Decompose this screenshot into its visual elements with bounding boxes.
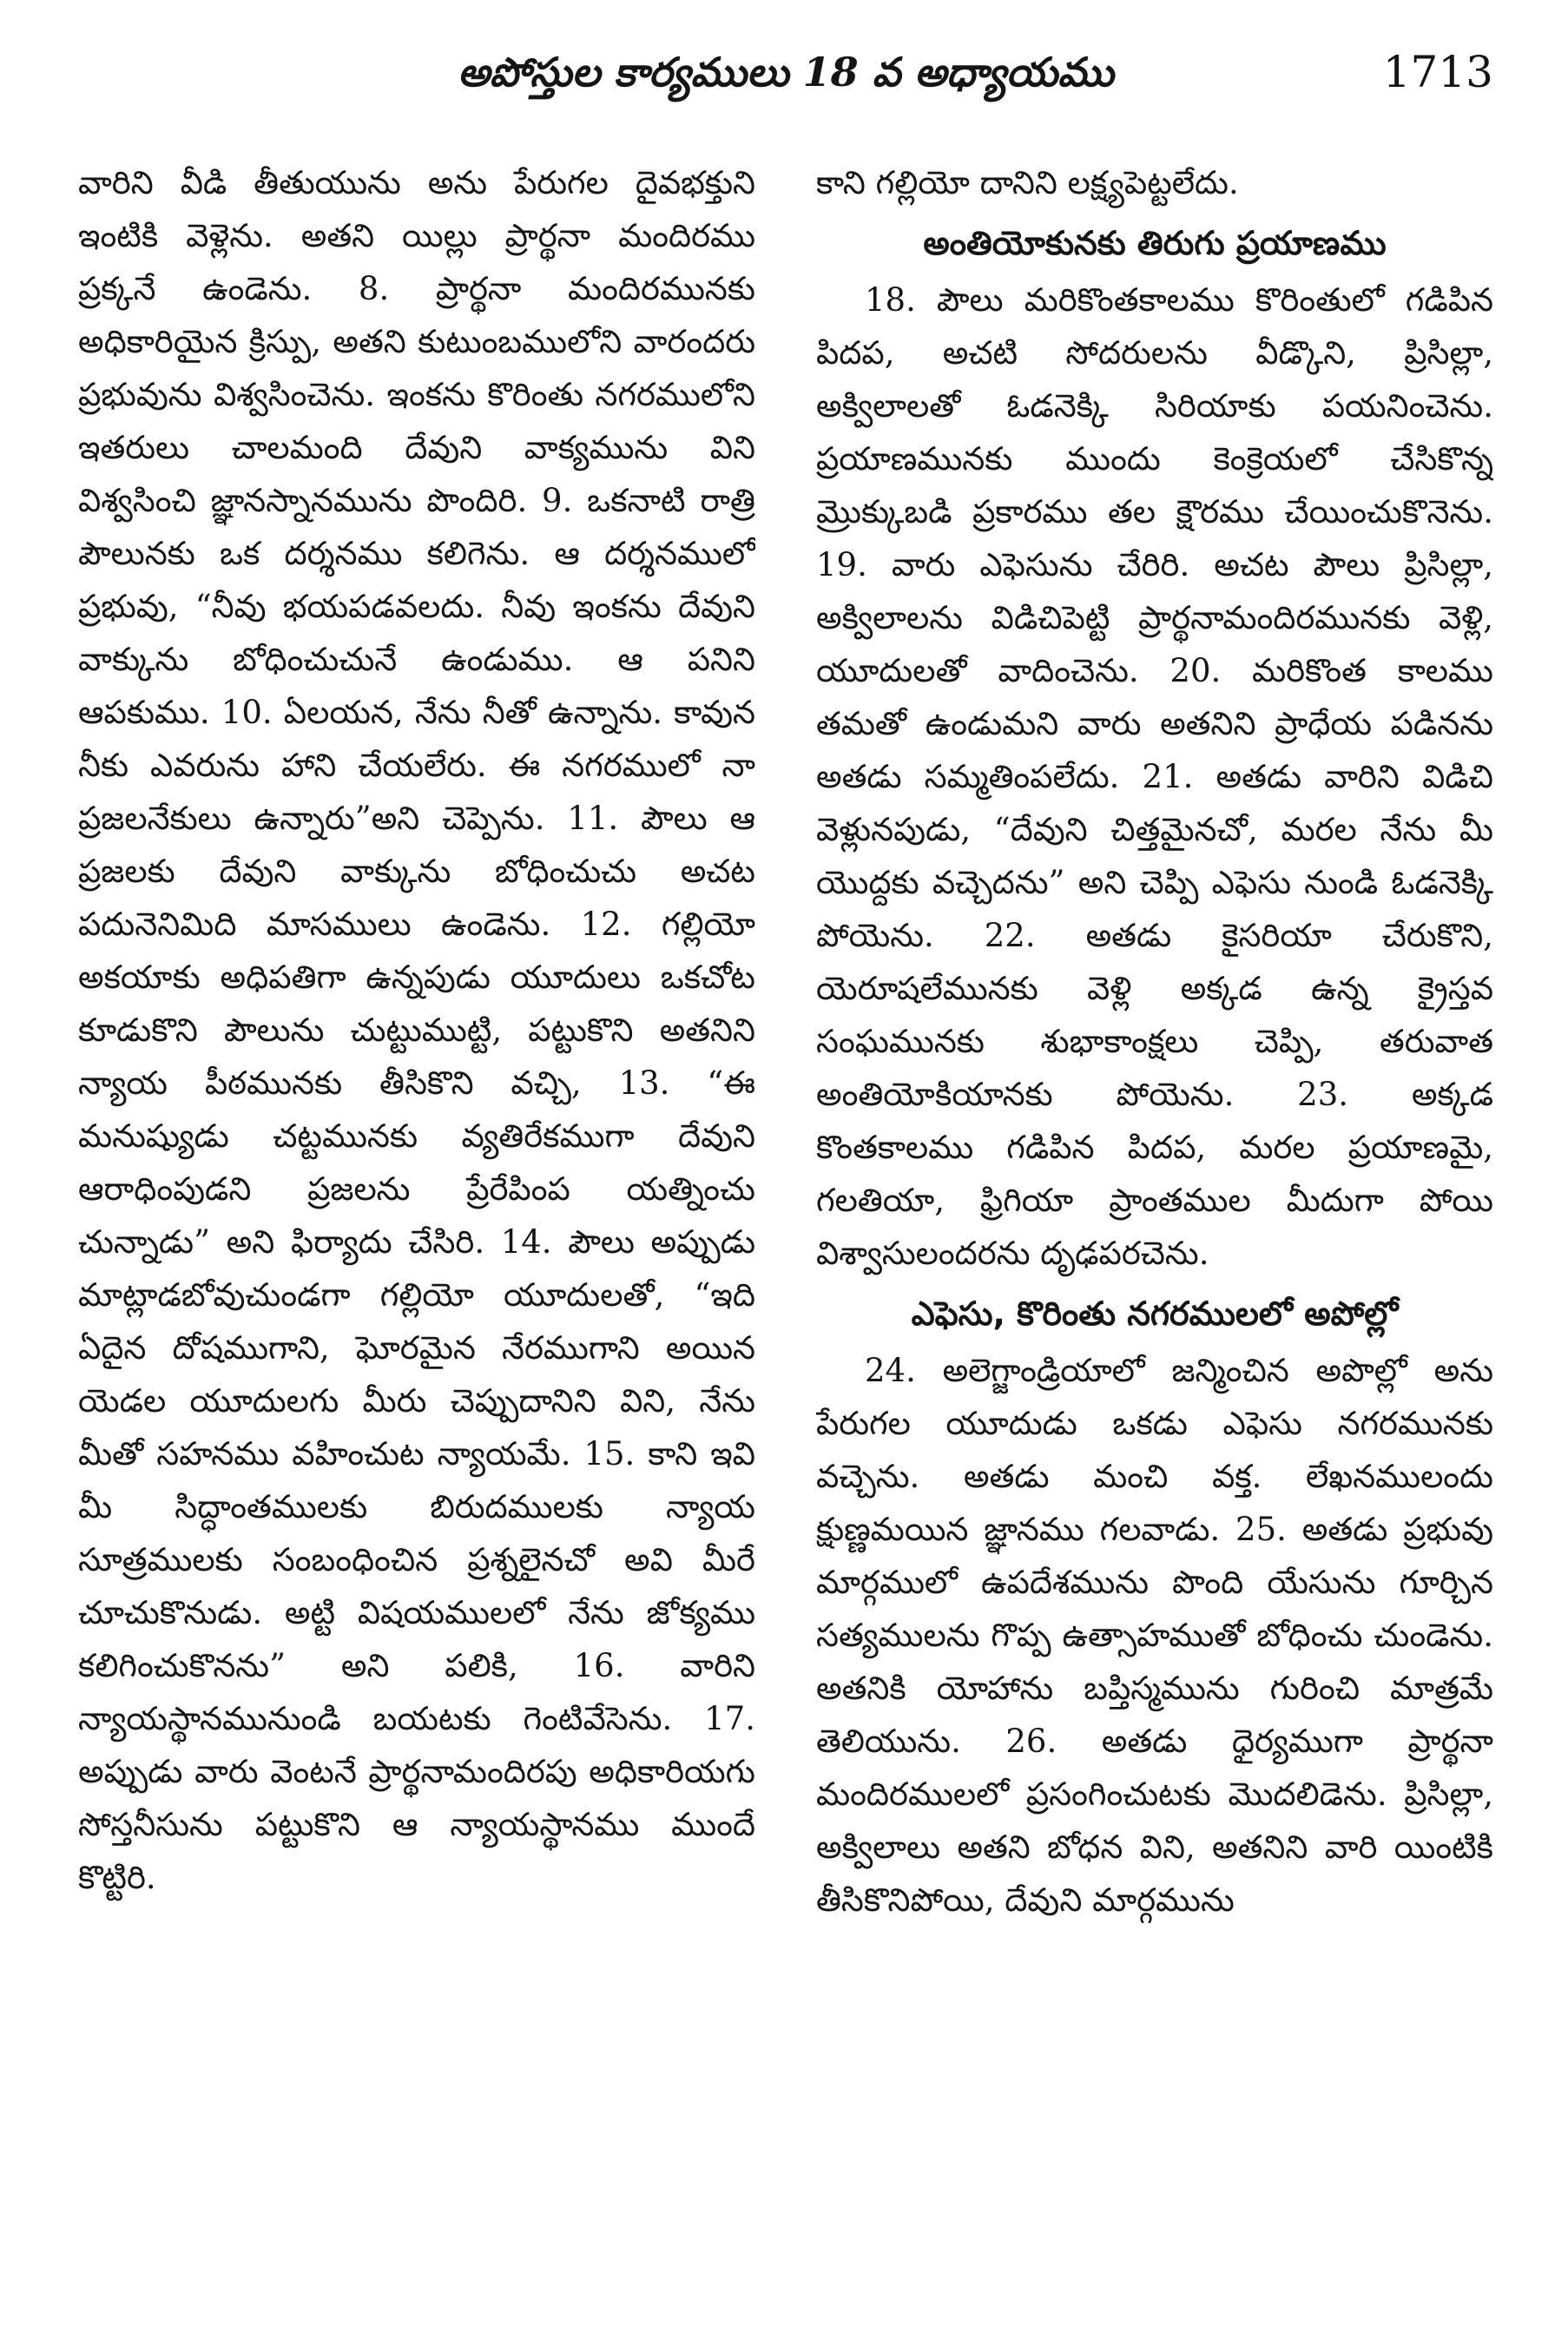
chapter-title: అపోస్తుల కార్యములు 18 వ అధ్యాయము <box>458 49 1114 96</box>
right-text-column <box>816 156 1493 2336</box>
verses-24-to-26: 24. అలెగ్జాండ్రియాలో జన్మించిన అపొల్లో అను పేరుగల యూదుడు ఒకడు ఎఫెసు నగరమునకు వచ్చెను. అతడు మంచి వక్త. లేఖనములందు క్షుణ్ణమయిన జ్ఞానము గలవాడు. 25. అతడు ప్రభువు మార్గములో ఉపదేశమును పొంది యేసును గూర్చిన సత్యములను గొప్ప ఉత్సాహముతో బోధించు చుండెను. అతనికి యోహాను బప్తిస్మమును గురించి మాత్రమే తెలియును. 26. అతడు ధైర్యముగా ప్రార్థనా మందిరములలో ప్రసంగించుటకు మొదలిడెను. ప్రిసిల్లా, అక్విలాలు అతని బోధన విని, అతనిని వారి యింటికి తీసికొనిపోయి, దేవుని మార్గమును <box>816 1352 1493 1919</box>
left-text-column <box>78 156 755 2336</box>
verses-7-to-17: వారిని వీడి తీతుయును అను పేరుగల దైవభక్తుని ఇంటికి వెళ్లెను. అతని యిల్లు ప్రార్థనా మందిరము ప్రక్కనే ఉండెను. 8. ప్రార్థనా మందిరమునకు అధికారియైన క్రిస్పు, అతని కుటుంబములోని వారందరు ప్రభువును విశ్వసించెను. ఇంకను కొరింతు నగరములోని ఇతరులు చాలమంది దేవుని వాక్యమును విని విశ్వసించి జ్ఞానస్నానమును పొందిరి. 9. ఒకనాటి రాత్రి పౌలునకు ఒక దర్శనము కలిగెను. ఆ దర్శనములో ప్రభువు, “నీవు భయపడవలదు. నీవు ఇంకను దేవుని వాక్కును బోధించుచునే ఉండుము. ఆ పనిని ఆపకుము. 10. ఏలయన, నేను నీతో ఉన్నాను. కావున నీకు ఎవరును హాని చేయలేరు. ఈ నగరములో నా ప్రజలనేకులు ఉన్నారు”అని చెప్పెను. 11. పౌలు ఆ ప్రజలకు దేవుని వాక్కును బోధించుచు అచట పదునెనిమిది మాసములు ఉండెను. 12. గల్లియో అకయాకు అధిపతిగా ఉన్నపుడు యూదులు ఒకచోట కూడుకొని పౌలును చుట్టుముట్టి, పట్టుకొని అతనిని న్యాయ పీఠమునకు తీసికొని వచ్చి, 13. “ఈ మనుష్యుడు చట్టమునకు వ్యతిరేకముగా దేవుని ఆరాధింపుడని ప్రజలను ప్రేరేపింప యత్నించు చున్నాడు” అని ఫిర్యాదు చేసిరి. 14. పౌలు అప్పుడు మాట్లాడబోవుచుండగా గల్లియో యూదులతో, “ఇది ఏదైన దోషముగాని, ఘోరమైన నేరముగాని అయిన యెడల యూదులగు మీరు చెప్పుదానిని విని, నేను మీతో సహనము వహించుట న్యాయమే. 15. కాని ఇవి మీ సిద్ధాంతములకు బిరుదములకు న్యాయ సూత్రములకు సంబంధించిన ప్రశ్నలైనచో అవి మీరే చూచుకొనుడు. అట్టి విషయములలో నేను జోక్యము కలిగించుకొనను” అని పలికి, 16. వారిని న్యాయస్థానమునుండి బయటకు గెంటివేసెను. 17. అప్పుడు వారు వెంటనే ప్రార్థనామందిరపు అధికారియగు సోస్తనీసును పట్టుకొని ఆ న్యాయస్థానము ముందే కొట్టిరి. <box>78 164 755 1896</box>
verse-17-continuation: కాని గల్లియో దానిని లక్ష్యపెట్టలేదు. <box>816 164 1239 201</box>
section-heading-apollos: ఎఫెసు, కొరింతు నగరములలో అపోల్లో <box>911 1295 1399 1333</box>
verses-18-to-23: 18. పౌలు మరికొంతకాలము కొరింతులో గడిపిన పిదప, అచటి సోదరులను వీడ్కొని, ప్రిసిల్లా, అక్విలాలతో ఓడనెక్కి సిరియాకు పయనించెను. ప్రయాణమునకు ముందు కెంక్రెయలో చేసికొన్న మ్రొక్కుబడి ప్రకారము తల క్షౌరము చేయించుకొనెను. 19. వారు ఎఫెసును చేరిరి. అచట పౌలు ప్రిసిల్లా, అక్విలాలను విడిచిపెట్టి ప్రార్థనామందిరమునకు వెళ్లి, యూదులతో వాదించెను. 20. మరికొంత కాలము తమతో ఉండుమని వారు అతనిని ప్రాధేయ పడినను అతడు సమ్మతింపలేదు. 21. అతడు వారిని విడిచి వెళ్లునపుడు, “దేవుని చిత్తమైనచో, మరల నేను మీ యొద్దకు వచ్చెదను” అని చెప్పి ఎఫెసు నుండి ఓడనెక్కి పోయెను. 22. అతడు కైసరియా చేరుకొని, యెరూషలేమునకు వెళ్లి అక్కడ ఉన్న క్రైస్తవ సంఘమునకు శుభాకాంక్షలు చెప్పి, తరువాత అంతియోకియానకు పోయెను. 23. అక్కడ కొంతకాలము గడిపిన పిదప, మరల ప్రయాణమై, గలతియా, ఫ్రిగియా ప్రాంతముల మీదుగా పోయి విశ్వాసులందరను దృఢపరచెను. <box>816 281 1493 1272</box>
section-heading-return-to-antioch: అంతియోకునకు తిరుగు ప్రయాణము <box>923 224 1387 262</box>
page-number: 1713 <box>1382 47 1493 97</box>
running-header <box>78 35 1493 113</box>
